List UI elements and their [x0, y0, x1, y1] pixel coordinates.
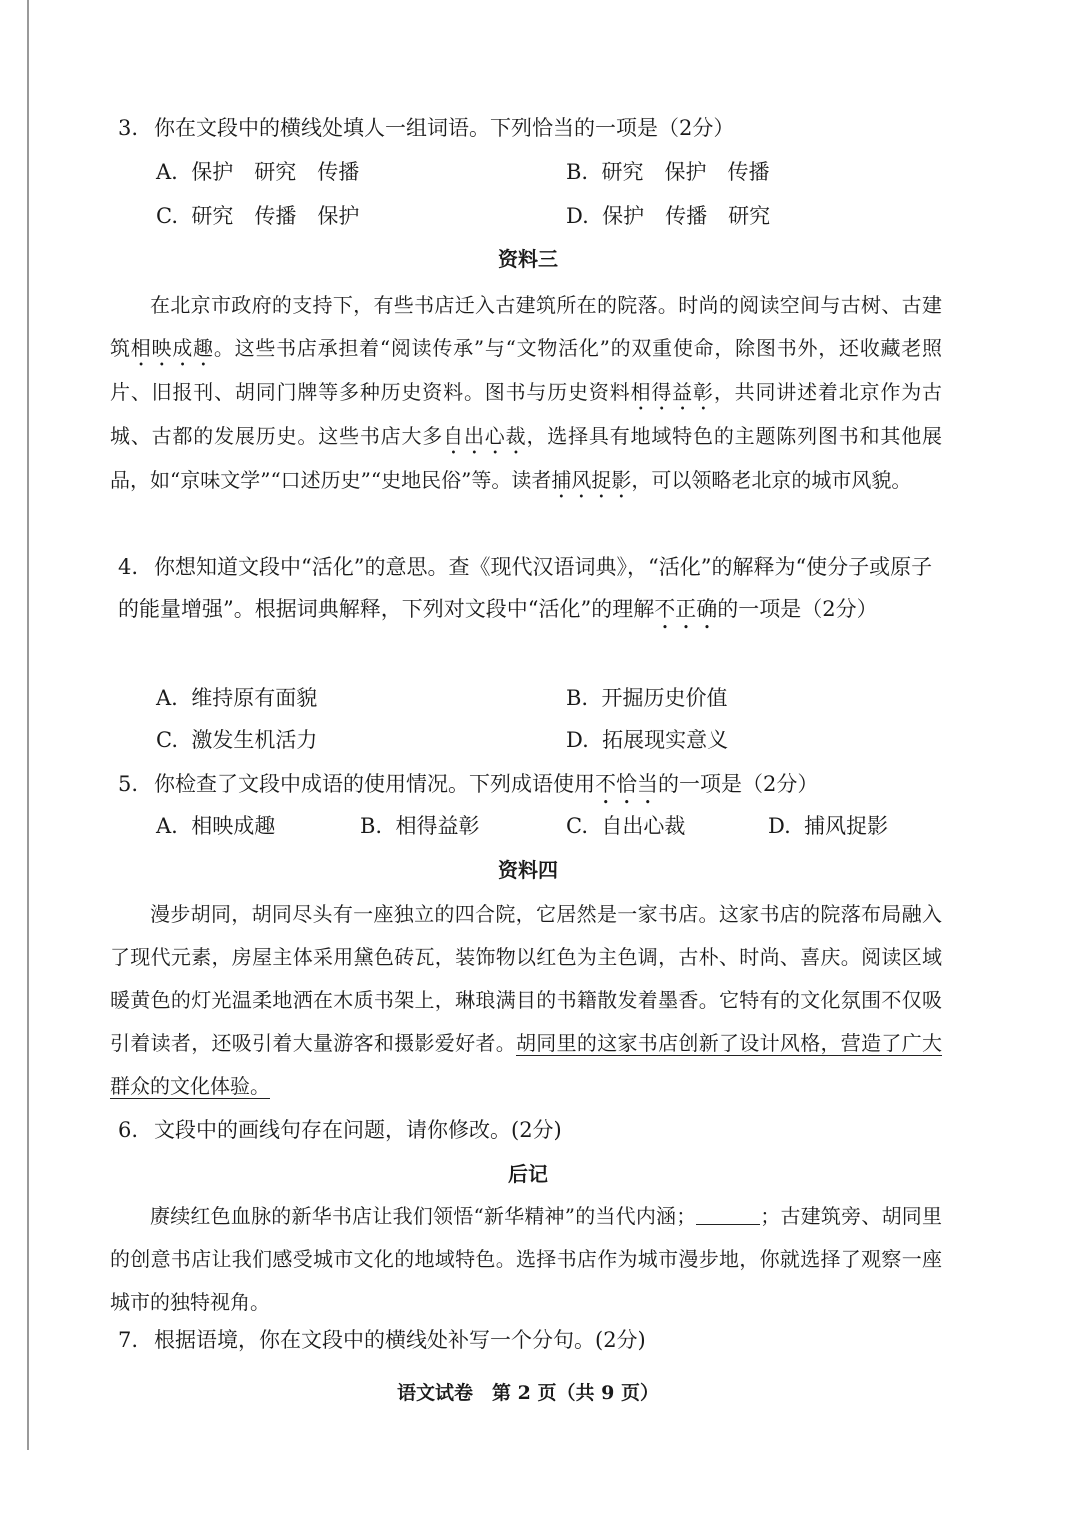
material-4-paragraph [110, 893, 942, 1108]
text-run: ；古建筑旁、胡同里的创意书店让我们感受城市文化的地域特色。选择书店作为城市漫步地，你就选择了观察一座城市的独特视角。 [110, 1204, 943, 1314]
option-key: C. [566, 814, 588, 838]
section-title-material-3: 资料三 [498, 247, 558, 271]
option-key: C. [156, 204, 178, 228]
question-text: 文段中的画线句存在问题，请你修改。(2分) [154, 1118, 562, 1142]
option-c [156, 726, 317, 754]
emphasized-text: 不恰当 [595, 772, 658, 796]
idiom-emphasized: 相映成趣 [130, 336, 214, 360]
question-3 [118, 114, 734, 142]
option-key: B. [360, 814, 383, 838]
fill-in-blank [696, 1204, 760, 1225]
option-d [566, 726, 728, 754]
option-a [156, 684, 317, 712]
option-key: A. [156, 686, 178, 710]
option-key: D. [566, 728, 589, 752]
option-key: D. [566, 204, 589, 228]
option-key: A. [156, 814, 178, 838]
option-text: 保护 研究 传播 [191, 160, 360, 184]
text-run: 漫步胡同，胡同尽头有一座独立的四合院，它居然是一家书店。这家书店的院落布局融入了现代元素，房屋主体采用黛色砖瓦，装饰物以红色为主色调，古朴、时尚、喜庆。阅读区域暖黄色的灯光温柔地洒在木质书架上，琳琅满目的书籍散发着墨香。它特有的文化氛围不仅吸引着读者，还吸引着大量游客和摄影爱好者。 [110, 902, 942, 1055]
option-key: A. [156, 160, 178, 184]
option-text: 拓展现实意义 [602, 728, 729, 752]
idiom-emphasized: 自出心裁 [443, 424, 527, 448]
option-c [566, 812, 685, 840]
option-text: 维持原有面貌 [191, 686, 318, 710]
option-text: 相得益彰 [395, 814, 480, 838]
question-text: 你检查了文段中成语的使用情况。下列成语使用 [154, 772, 595, 796]
afterword-paragraph [110, 1195, 942, 1324]
option-text: 相映成趣 [191, 814, 276, 838]
text-run: ，选择具有地域特色的主题陈列图书和其他展品，如“京味文学”“口述历史”“史地民俗”等。读者 [110, 424, 943, 492]
option-b [566, 684, 727, 712]
underlined-sentence: 胡同里的这家书店创新了设计风格，营造了广大群众的文化体验。 [110, 1031, 942, 1098]
idiom-emphasized: 相得益彰 [630, 380, 714, 404]
option-key: C. [156, 728, 178, 752]
option-text: 研究 传播 保护 [191, 204, 360, 228]
question-4 [118, 546, 944, 634]
question-text: 你想知道文段中“活化”的意思。查《现代汉语词典》，“活化”的解释为“使分子或原子的能量增强”。根据词典解释，下列对文段中“活化”的理解 [118, 555, 933, 621]
section-title-material-4: 资料四 [498, 858, 558, 882]
option-text: 研究 保护 传播 [601, 160, 770, 184]
question-text: 的一项是（2分） [658, 772, 819, 796]
option-key: B. [566, 160, 589, 184]
option-text: 保护 传播 研究 [602, 204, 771, 228]
text-run: ，共同讲述着北京作为古城、古都的发展历史。这些书店大多 [110, 380, 943, 448]
text-run: 赓续红色血脉的新华书店让我们领悟“新华精神”的当代内涵； [150, 1204, 697, 1228]
material-3-paragraph [110, 284, 942, 503]
question-text: 的一项是（2分） [717, 597, 878, 621]
option-key: B. [566, 686, 589, 710]
option-text: 激发生机活力 [191, 728, 318, 752]
option-a [156, 812, 275, 840]
text-run: 在北京市政府的支持下，有些书店迁入古建筑所在的院落。时尚的阅读空间与古树、古建筑 [110, 293, 942, 360]
text-run: ，可以领略老北京的城市风貌。 [631, 468, 912, 492]
option-b [566, 158, 769, 186]
question-number: 3. [118, 116, 139, 140]
question-text: 你在文段中的横线处填人一组词语。下列恰当的一项是（2分） [154, 116, 735, 140]
option-text: 开掘历史价值 [601, 686, 728, 710]
option-b [360, 812, 479, 840]
question-5 [118, 770, 818, 809]
question-number: 5. [118, 772, 139, 796]
question-number: 6. [118, 1118, 139, 1142]
question-6 [118, 1116, 562, 1144]
section-title-afterword: 后记 [508, 1162, 548, 1186]
idiom-emphasized: 捕风捉影 [551, 468, 632, 492]
option-d [566, 202, 770, 230]
question-number: 4. [118, 555, 139, 579]
option-key: D. [768, 814, 791, 838]
option-a [156, 158, 359, 186]
binding-margin-line [27, 0, 29, 1450]
question-number: 7. [118, 1328, 139, 1352]
question-7 [118, 1326, 646, 1354]
option-d [768, 812, 888, 840]
page-footer: 语文试卷 第 2 页（共 9 页） [397, 1382, 659, 1404]
option-text: 捕风捉影 [804, 814, 889, 838]
option-c [156, 202, 359, 230]
text-run: 。这些书店承担着“阅读传承”与“文物活化”的双重使命，除图书外，还收藏老照片、旧报刊、胡同门牌等多种历史资料。图书与历史资料 [110, 336, 943, 404]
question-text: 根据语境，你在文段中的横线处补写一个分句。(2分) [154, 1328, 646, 1352]
emphasized-text: 不正确 [654, 597, 718, 621]
option-text: 自出心裁 [601, 814, 686, 838]
